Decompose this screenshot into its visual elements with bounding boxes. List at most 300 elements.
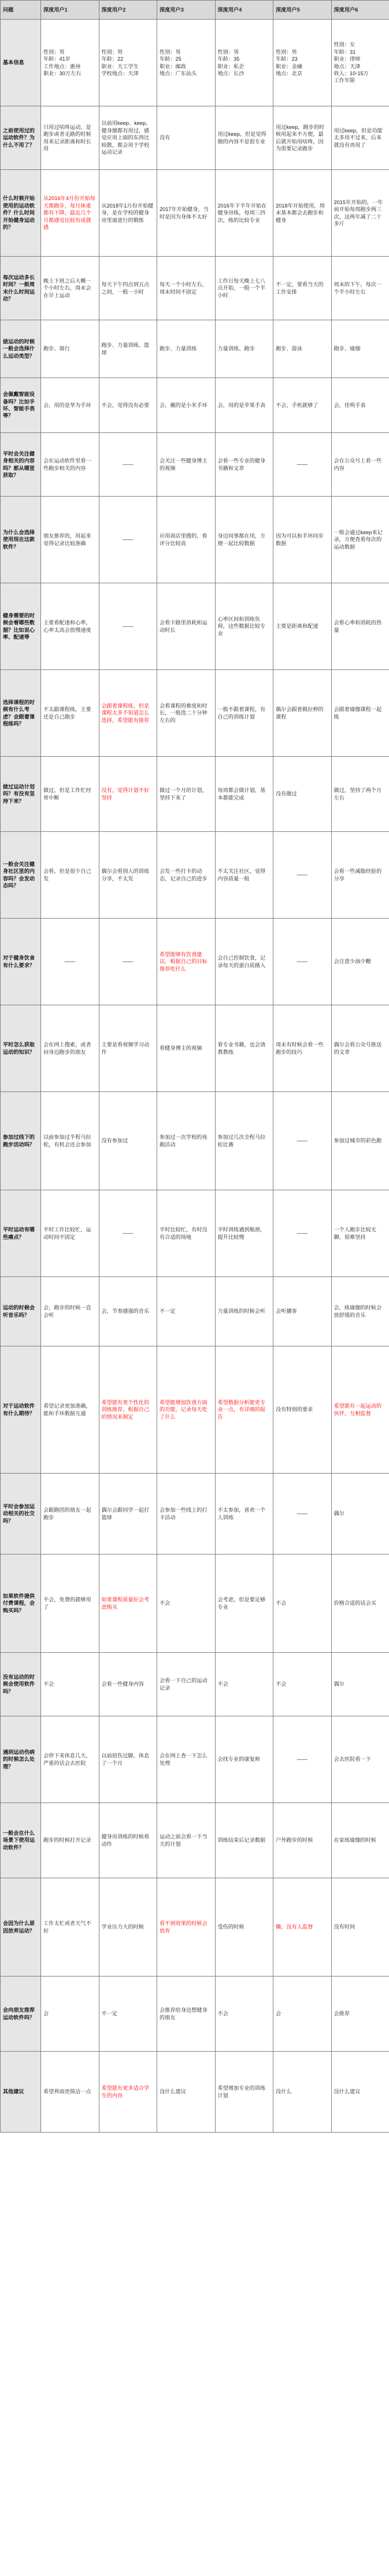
answer-cell (273, 1005, 332, 1092)
answer-text: 会推荐 (334, 2011, 350, 2017)
answer-text: 偶尔会跟同学一起打篮球 (101, 1507, 150, 1520)
answer-cell (215, 170, 273, 257)
answer-text: 跑步、游泳 (276, 346, 302, 352)
header-persona-2: 深度用户2 (99, 1, 157, 20)
answer-text: 会看卡路里消耗和运动时长 (160, 620, 208, 633)
answer-text: 会跟着瑜伽课程一起练 (334, 706, 382, 720)
answer-text: 没有 (160, 135, 171, 141)
answer-text: —— (297, 958, 308, 965)
answer-cell (215, 1716, 273, 1803)
answer-text: 力量训练的时候会听 (217, 1308, 266, 1315)
answer-text: 户外跑步的时候 (276, 1837, 313, 1844)
question-cell: 对于健身饮食有什么要求？ (1, 919, 41, 1005)
question-cell: 每次运动多长时间？一般周末什么时间运动？ (1, 257, 41, 320)
answer-text: 不会 (276, 1600, 287, 1607)
answer-cell (331, 1977, 389, 2052)
answer-cell (331, 919, 389, 1005)
answer-text: 用过keep，跑步的时候用起来不方便，最后就开始用咕咚，因为需要记录跑步 (276, 124, 325, 151)
answer-text: 从2016年4月份开始每天都跑步，每月体重都有下降，最近几个月都感觉比较有成就感 (43, 195, 95, 231)
answer-cell (273, 1716, 332, 1803)
answer-cell (99, 1555, 157, 1653)
answer-text: 每天下午四点到五点之间，一般一小时 (101, 282, 150, 295)
table-row (1, 583, 389, 670)
answer-text: 不太关注社区，觉得内容质量一般 (217, 868, 266, 882)
answer-text: 会跟跑团的朋友一起跑步 (43, 1507, 91, 1520)
question-cell: 会向朋友推荐运动软件吗？ (1, 1977, 41, 2052)
answer-text: 看专业书籍，也会请教教练 (217, 1042, 266, 1055)
answer-text: 希望能增加饮食方面的功能，记录每天吃了什么 (160, 1399, 208, 1420)
answer-text: 性别：男 年龄：35 职业：私企 地点：长沙 (217, 49, 244, 76)
answer-cell (157, 433, 216, 497)
answer-cell (215, 497, 273, 583)
answer-cell (273, 106, 332, 170)
answer-text: 2017年开始健身，当时是因为身体不太好 (160, 206, 209, 220)
answer-text: 学业压力大的时候 (101, 1924, 144, 1930)
answer-cell (273, 1878, 332, 1977)
answer-text: 用过keep，但是功能太多用不过来，后来就没有再用了 (334, 127, 383, 148)
answer-text: 价格合适的话会买 (334, 1600, 376, 1607)
answer-text: 希望能有更多适合学生的内容 (101, 2085, 150, 2098)
answer-cell (157, 1653, 216, 1716)
answer-text: 不一定 (101, 2011, 118, 2017)
answer-cell (331, 320, 389, 378)
table-row (1, 1555, 389, 1653)
answer-text: —— (123, 461, 134, 468)
answer-cell (41, 497, 99, 583)
answer-text: 偶尔 (334, 1681, 344, 1687)
answer-cell (99, 832, 157, 919)
answer-text: 应用商店里搜的，看评分比较高 (160, 533, 208, 546)
table-row (1, 1277, 389, 1346)
answer-cell (157, 1474, 216, 1555)
answer-cell (41, 20, 99, 106)
answer-text: 没有，觉得计划不好坚持 (101, 787, 150, 801)
answer-cell (331, 1653, 389, 1716)
answer-text: 主要是看视频学习动作 (101, 1042, 150, 1055)
answer-text: 性别：男 年龄：22 职业：天工学生 学校地点：天津 (101, 49, 139, 76)
header-persona-5: 深度用户5 (273, 1, 332, 20)
answer-text: 不会 (217, 2011, 228, 2017)
question-cell: 做运动的时候一般会选择什么运动类型？ (1, 320, 41, 378)
answer-text: 做过，坚持了两个月左右 (334, 787, 382, 801)
answer-cell (215, 1474, 273, 1555)
answer-text: 会，跑步的时候一直会听 (43, 1305, 91, 1318)
answer-cell (157, 170, 216, 257)
answer-cell (215, 1346, 273, 1474)
answer-text: 跑步、瑜伽 (334, 346, 361, 352)
question-cell: 运动的时候会听音乐吗？ (1, 1277, 41, 1346)
answer-cell (273, 497, 332, 583)
answer-cell (41, 257, 99, 320)
answer-cell (273, 832, 332, 919)
answer-text: 不太跟课程练，主要还是自己跑步 (43, 706, 91, 720)
answer-text: 没什么 (276, 2089, 292, 2095)
answer-text: —— (297, 1756, 308, 1763)
answer-cell (157, 832, 216, 919)
answer-cell (273, 170, 332, 257)
answer-cell (331, 583, 389, 670)
header-row (1, 1, 389, 20)
table-row (1, 1092, 389, 1190)
answer-cell (99, 20, 157, 106)
answer-cell (273, 1474, 332, 1555)
answer-text: —— (297, 1230, 308, 1237)
header-persona-6: 深度用户6 (331, 1, 389, 20)
answer-text: 一般会通过keep来记录，方便查看每次的运动数据 (334, 529, 383, 550)
answer-text: 会参加一些线上的打卡活动 (160, 1507, 208, 1520)
answer-text: 每天一个小时左右，周末时间不固定 (160, 282, 208, 295)
answer-text: 做过一个月的计划，坚持下来了 (160, 787, 208, 801)
answer-text: 没什么建议 (334, 2089, 361, 2095)
answer-text: 会在网上查一下怎么处理 (160, 1753, 208, 1766)
answer-text: 周末的下午，每次一个半小时左右 (334, 282, 382, 295)
answer-text: 希望记录更加准确，能和手环数据互通 (43, 1403, 91, 1416)
answer-text: 主要看配速和心率，心率太高会放慢速度 (43, 620, 91, 633)
answer-cell (41, 1005, 99, 1092)
table-row (1, 433, 389, 497)
answer-text: 会看一些专业的健身书籍和文章 (217, 458, 266, 471)
answer-cell (331, 1474, 389, 1555)
question-cell: 参加过线下的跑步活动吗？ (1, 1092, 41, 1190)
answer-cell (215, 20, 273, 106)
answer-cell (99, 170, 157, 257)
answer-cell (41, 1474, 99, 1555)
answer-cell (331, 497, 389, 583)
answer-cell (273, 2052, 332, 2133)
answer-text: 性别：男 年龄：41岁 工作地点：惠州 职业：30万左右 (43, 49, 81, 76)
answer-text: 2015年开始的，一年前开始每周跑步两三次，这两年减了二十多斤 (334, 199, 383, 227)
table-row (1, 170, 389, 257)
answer-text: 身边同事都在用，方便一起比较数据 (217, 533, 266, 546)
answer-cell (41, 583, 99, 670)
answer-cell (41, 1803, 99, 1878)
answer-text: 以前扭伤过脚，休息了一个月 (101, 1753, 150, 1766)
answer-text: 会在网上搜索，或者问身边跑步的朋友 (43, 1042, 91, 1055)
answer-cell (99, 257, 157, 320)
answer-cell (157, 757, 216, 832)
answer-text: 会注意少油少糖 (334, 958, 371, 965)
answer-text: 没有参加过 (101, 1138, 128, 1144)
answer-text: 不一定，要看当天的工作安排 (276, 282, 324, 295)
question-cell: 如果软件提供付费课程，会购买吗？ (1, 1555, 41, 1653)
question-cell: 没有运动的时候会使用软件吗？ (1, 1653, 41, 1716)
answer-text: 会跟着课程练，但是课程太多不知道怎么选择，希望能有推荐 (101, 702, 150, 723)
answer-text: 不会 (276, 1681, 287, 1687)
answer-text: 会在公众号上看一些内容 (334, 458, 382, 471)
answer-cell (41, 1092, 99, 1190)
answer-text: 没什么建议 (160, 2089, 186, 2095)
answer-text: —— (297, 1138, 308, 1144)
table-row (1, 1190, 389, 1277)
answer-cell (331, 670, 389, 757)
answer-cell (157, 1277, 216, 1346)
answer-cell (99, 378, 157, 433)
answer-text: 会去医院看一下 (334, 1756, 371, 1763)
answer-text: 会考虑，但是要足够专业 (217, 1597, 266, 1610)
answer-text: 会听播客 (276, 1308, 297, 1315)
answer-cell (41, 170, 99, 257)
answer-text: 周末有时候会看一些跑步的技巧 (276, 1042, 324, 1055)
answer-cell (331, 378, 389, 433)
answer-text: 没有特别的要求 (276, 1407, 313, 1413)
answer-text: 以前参加过半程马拉松，有机会还会参加 (43, 1134, 91, 1148)
question-cell: 平时运动有哪些痛点？ (1, 1190, 41, 1277)
question-cell: 做过运动计划吗？有没有坚持下来？ (1, 757, 41, 832)
answer-cell (331, 1277, 389, 1346)
answer-text: 不会 (43, 1681, 54, 1687)
answer-text: 会看一些减脂经验的分享 (334, 868, 382, 882)
answer-cell (215, 1878, 273, 1977)
answer-text: 朋友推荐的，用起来觉得记录比较准确 (43, 533, 91, 546)
answer-cell (99, 2052, 157, 2133)
answer-text: 会，用的是华为手环 (43, 402, 91, 408)
answer-text: 不会 (217, 1681, 228, 1687)
answer-cell (215, 1555, 273, 1653)
table-row (1, 1005, 389, 1092)
answer-text: 会停下来休息几天，严重的话会去医院 (43, 1753, 91, 1766)
answer-cell (273, 1092, 332, 1190)
answer-cell (99, 919, 157, 1005)
question-cell: 遇到运动伤病的时候怎么处理？ (1, 1716, 41, 1803)
answer-text: —— (123, 536, 134, 543)
answer-text: 偶尔 (334, 1511, 344, 1517)
answer-cell (331, 106, 389, 170)
answer-text: 看健身博主的视频 (160, 1045, 202, 1052)
table-row (1, 1346, 389, 1474)
answer-cell (157, 1878, 216, 1977)
table-row (1, 378, 389, 433)
answer-text: 做过，但是工作忙经常中断 (43, 787, 91, 801)
answer-text: —— (123, 958, 134, 965)
question-cell: 其他建议 (1, 2052, 41, 2133)
answer-text: 参加过几次全程马拉松比赛 (217, 1134, 266, 1148)
answer-text: 健身房训练的时候看动作 (101, 1834, 150, 1847)
answer-cell (215, 670, 273, 757)
question-cell: 什么时候开始使用的运动软件？什么时间开始健身运动的？ (1, 170, 41, 257)
answer-cell (157, 257, 216, 320)
answer-cell (157, 919, 216, 1005)
answer-cell (41, 670, 99, 757)
answer-cell (41, 919, 99, 1005)
answer-cell (273, 757, 332, 832)
answer-cell (273, 1977, 332, 2052)
answer-text: —— (297, 1511, 308, 1517)
question-cell: 一般会在什么场景下使用运动软件？ (1, 1803, 41, 1878)
question-cell: 会佩戴智能设备吗？比如手环、智能手表等？ (1, 378, 41, 433)
answer-cell (215, 1653, 273, 1716)
answer-cell (273, 433, 332, 497)
answer-cell (331, 257, 389, 320)
answer-cell (99, 433, 157, 497)
answer-text: 不会，觉得没有必要 (101, 402, 150, 408)
answer-cell (99, 1474, 157, 1555)
table-row (1, 2052, 389, 2133)
answer-cell (273, 583, 332, 670)
answer-cell (273, 1277, 332, 1346)
answer-text: 跑步、骑行 (43, 346, 70, 352)
answer-text: 主要是距离和配速 (276, 623, 318, 630)
answer-cell (215, 583, 273, 670)
answer-text: 会看心率和消耗的热量 (334, 620, 382, 633)
answer-cell (41, 1346, 99, 1474)
answer-text: 力量训练、跑步 (217, 346, 255, 352)
answer-cell (273, 320, 332, 378)
answer-cell (99, 1277, 157, 1346)
table-row (1, 1803, 389, 1878)
answer-text: —— (297, 461, 308, 468)
answer-text: 在家练瑜伽的时候 (334, 1837, 376, 1844)
question-cell: 对于运动软件有什么期待？ (1, 1346, 41, 1474)
answer-cell (99, 583, 157, 670)
answer-text: 不太参加，喜欢一个人训练 (217, 1507, 266, 1520)
answer-text: 平时工作比较忙，运动时间不固定 (43, 1227, 91, 1240)
answer-cell (331, 170, 389, 257)
answer-text: 如果课程质量好会考虑购买 (101, 1597, 150, 1610)
answer-text: 工作日每天晚上七八点开始，一般一个半小时 (217, 277, 266, 298)
table-row (1, 832, 389, 919)
answer-cell (273, 1190, 332, 1277)
answer-text: —— (123, 1230, 134, 1237)
answer-text: 会，节奏感强的音乐 (101, 1308, 150, 1315)
answer-cell (331, 1716, 389, 1803)
header-question: 问题 (1, 1, 41, 20)
table-row (1, 757, 389, 832)
table-row (1, 1878, 389, 1977)
answer-cell (273, 257, 332, 320)
answer-cell (157, 1555, 216, 1653)
answer-cell (99, 106, 157, 170)
answer-cell (273, 1653, 332, 1716)
answer-cell (331, 1346, 389, 1474)
header-persona-3: 深度用户3 (157, 1, 216, 20)
answer-cell (331, 1803, 389, 1878)
answer-text: 懒，没有人监督 (276, 1924, 313, 1930)
answer-text: 偶尔会跟着做拉伸的课程 (276, 706, 324, 720)
answer-text: 每周都会做计划，基本都能完成 (217, 787, 266, 801)
answer-cell (331, 1005, 389, 1092)
answer-cell (157, 1190, 216, 1277)
answer-text: 只用过咕咚运动，是跑步或者走路的时候用来记录距离和时长用 (43, 124, 91, 151)
answer-text: 平时比较忙，有时没有合适的场地 (160, 1227, 208, 1240)
answer-text: 希望能有更个性化的训练推荐，根据自己的情况来制定 (101, 1399, 150, 1420)
answer-cell (99, 1190, 157, 1277)
answer-text: 跑步的时候打开记录 (43, 1837, 91, 1844)
answer-cell (157, 1005, 216, 1092)
answer-cell (273, 1803, 332, 1878)
answer-cell (273, 20, 332, 106)
answer-cell (41, 1277, 99, 1346)
answer-cell (41, 1555, 99, 1653)
answer-text: 运动之前会看一下当天的计划 (160, 1834, 208, 1847)
answer-cell (215, 378, 273, 433)
answer-text: 一般不跟着课程，有自己的训练计划 (217, 706, 266, 720)
answer-cell (215, 1803, 273, 1878)
table-row (1, 670, 389, 757)
answer-cell (157, 320, 216, 378)
answer-text: 一个人跑步比较无聊，很难坚持 (334, 1227, 376, 1240)
answer-text: 希望界面更简洁一点 (43, 2089, 91, 2095)
answer-cell (157, 670, 216, 757)
answer-cell (99, 1653, 157, 1716)
answer-cell (215, 106, 273, 170)
answer-cell (331, 2052, 389, 2133)
answer-cell (273, 1555, 332, 1653)
answer-text: 会看一些健身内容 (101, 1681, 144, 1687)
answer-text: 性别：女 年龄：31 职业：律师 地点：天津 收入：10-15万 工作年限 (334, 42, 369, 84)
answer-text: 偶尔会看别人的训练分享，不太发 (101, 868, 150, 882)
answer-text: 受伤的时候 (217, 1924, 244, 1930)
answer-cell (99, 1092, 157, 1190)
table-row (1, 1653, 389, 1716)
table-row (1, 1716, 389, 1803)
answer-cell (215, 320, 273, 378)
table-row (1, 919, 389, 1005)
answer-text: 跑步、力量训练 (160, 346, 197, 352)
answer-cell (331, 20, 389, 106)
answer-text: 会看，但是很少自己发 (43, 868, 91, 882)
question-cell: 为什么会选择使用现在这款软件？ (1, 497, 41, 583)
answer-cell (331, 1878, 389, 1977)
answer-text: 希望能够有饮食建议，根据自己的目标推荐吃什么 (160, 951, 208, 972)
answer-cell (215, 257, 273, 320)
answer-cell (215, 919, 273, 1005)
answer-cell (99, 497, 157, 583)
question-cell: 平时怎么获取运动的知识？ (1, 1005, 41, 1092)
table-row (1, 20, 389, 106)
question-cell: 会因为什么原因放弃运动？ (1, 1878, 41, 1977)
answer-text: 平时训练遇到瓶颈，提升比较慢 (217, 1227, 266, 1240)
answer-text: 以前用keep、keep、健身圈都有用过，感觉应用上面的东西比较散，都会用于学校运动记录 (101, 120, 151, 156)
answer-text: 偶尔会看公众号推送的文章 (334, 1042, 382, 1055)
question-cell: 一般会关注健身社区里的内容吗？会发动态吗？ (1, 832, 41, 919)
answer-cell (41, 2052, 99, 2133)
answer-cell (215, 1277, 273, 1346)
answer-text: 心率区间和训练负荷，这些数据比较专业 (217, 616, 266, 636)
answer-cell (273, 919, 332, 1005)
answer-cell (41, 320, 99, 378)
answer-cell (41, 106, 99, 170)
answer-cell (215, 1190, 273, 1277)
answer-text: 没有时间 (334, 1924, 355, 1930)
answer-cell (41, 1716, 99, 1803)
answer-cell (157, 2052, 216, 2133)
answer-cell (99, 1005, 157, 1092)
answer-cell (157, 1346, 216, 1474)
answer-cell (215, 1005, 273, 1092)
answer-text: 会找专业的康复师 (217, 1756, 260, 1763)
answer-cell (99, 320, 157, 378)
question-cell: 基本信息 (1, 20, 41, 106)
question-cell: 健身需要的时候会看哪些数据？比如说心率、配速等 (1, 583, 41, 670)
question-cell: 平时会关注健身相关的内容吗？都从哪里获取？ (1, 433, 41, 497)
answer-text: 会自己控制饮食，记录每天的蛋白质摄入 (217, 955, 266, 968)
answer-cell (99, 1803, 157, 1878)
answer-text: 不会，手机就够了 (276, 402, 318, 408)
answer-cell (215, 2052, 273, 2133)
answer-text: 会 (276, 2011, 281, 2017)
answer-text: 参加过城市的彩色跑 (334, 1138, 382, 1144)
answer-cell (157, 20, 216, 106)
answer-text: 会关注一些健身博主的视频 (160, 458, 208, 471)
answer-text: 工作太忙或者天气不好 (43, 1920, 91, 1934)
table-row (1, 1977, 389, 2052)
table-row (1, 106, 389, 170)
answer-cell (99, 1716, 157, 1803)
header-persona-4: 深度用户4 (215, 1, 273, 20)
answer-text: 用过keep，但是觉得做的内容不是很专业 (217, 131, 266, 145)
answer-cell (157, 497, 216, 583)
question-cell: 之前使用过的运动软件？为什么不用了？ (1, 106, 41, 170)
